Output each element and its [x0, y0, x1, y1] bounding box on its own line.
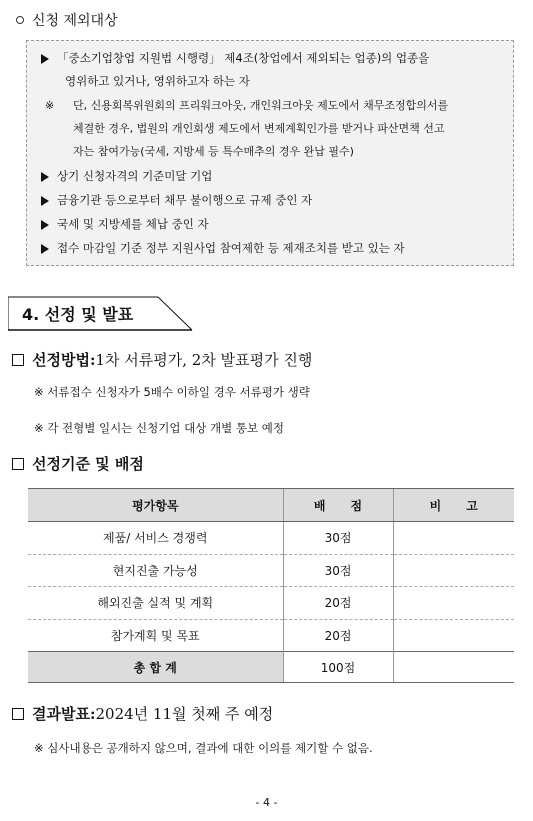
criteria-note — [393, 619, 514, 652]
triangle-bullet-icon — [41, 54, 49, 64]
selection-method-label: 선정방법: — [32, 351, 96, 369]
result-text: 2024년 11월 첫째 주 예정 — [95, 705, 274, 723]
triangle-bullet-icon — [41, 172, 49, 182]
column-header-item: 평가항목 — [28, 489, 283, 522]
section-title: 4. 선정 및 발표 — [22, 305, 134, 324]
criteria-note — [393, 522, 514, 555]
table-header-row — [28, 489, 514, 522]
method-note: ※ 서류접수 신청자가 5배수 이하일 경우 서류평가 생략 — [34, 385, 310, 399]
note-mark: ※ — [45, 99, 55, 112]
exclusion-item-line: 금융기관 등으로부터 채무 불이행으로 규제 중인 자 — [57, 193, 313, 207]
criteria-item: 참가계획 및 목표 — [28, 619, 283, 652]
exclusion-heading-text: 신청 제외대상 — [32, 13, 118, 29]
criteria-table — [28, 488, 514, 683]
result-label: 결과발표: — [32, 705, 96, 723]
criteria-heading-text: 선정기준 및 배점 — [32, 455, 144, 473]
page-number: - 4 - — [255, 796, 278, 809]
column-header-note: 비 고 — [393, 489, 514, 522]
square-bullet-icon — [12, 354, 24, 366]
exclusion-note-line: 체결한 경우, 법원의 개인회생 제도에서 변제계획인가를 받거나 파산면책 선고 — [73, 122, 445, 135]
criteria-note — [393, 554, 514, 587]
exclusion-item-line: 영위하고 있거나, 영위하고자 하는 자 — [65, 74, 250, 88]
selection-method-heading — [12, 349, 312, 370]
total-label: 총 합 계 — [28, 652, 283, 683]
criteria-score: 20점 — [283, 587, 393, 620]
criteria-item: 해외진출 실적 및 계획 — [28, 587, 283, 620]
method-note: ※ 각 전형별 일시는 신청기업 대상 개별 통보 예정 — [34, 421, 284, 435]
result-note: ※ 심사내용은 공개하지 않으며, 결과에 대한 이의를 제기할 수 없음. — [34, 741, 373, 755]
table-row — [28, 587, 514, 620]
criteria-item: 현지진출 가능성 — [28, 554, 283, 587]
exclusion-note-line: 자는 참여가능(국세, 지방세 등 특수매추의 경우 완납 필수) — [73, 145, 354, 158]
section-title-tab — [8, 296, 194, 331]
exclusion-item-line: 국세 및 지방세를 체납 중인 자 — [57, 217, 209, 231]
circle-bullet-icon — [16, 16, 24, 24]
criteria-item: 제품/ 서비스 경쟁력 — [28, 522, 283, 555]
triangle-bullet-icon — [41, 196, 49, 206]
criteria-heading — [12, 453, 144, 474]
exclusion-heading — [16, 10, 118, 30]
criteria-score: 30점 — [283, 522, 393, 555]
triangle-bullet-icon — [41, 220, 49, 230]
exclusion-item-line: 상기 신청자격의 기준미달 기업 — [57, 169, 213, 183]
square-bullet-icon — [12, 458, 24, 470]
criteria-score: 30점 — [283, 554, 393, 587]
exclusion-item-line: 「중소기업창업 지원법 시행령」 제4조(창업에서 제외되는 업종)의 업종을 — [57, 51, 430, 65]
table-row — [28, 522, 514, 555]
result-heading — [12, 703, 273, 724]
selection-method-text: 1차 서류평가, 2차 발표평가 진행 — [95, 351, 313, 369]
total-note — [393, 652, 514, 683]
triangle-bullet-icon — [41, 244, 49, 254]
exclusion-box — [26, 40, 514, 266]
column-header-score: 배 점 — [283, 489, 393, 522]
square-bullet-icon — [12, 708, 24, 720]
criteria-note — [393, 587, 514, 620]
table-row — [28, 554, 514, 587]
criteria-score: 20점 — [283, 619, 393, 652]
total-score: 100점 — [283, 652, 393, 683]
exclusion-note-line: 단, 신용회복위원회의 프리워크아웃, 개인워크아웃 제도에서 채무조정합의서를 — [73, 99, 449, 112]
table-row — [28, 619, 514, 652]
table-total-row — [28, 652, 514, 683]
exclusion-item-line: 접수 마감일 기준 정부 지원사업 참여제한 등 제재조치를 받고 있는 자 — [57, 241, 405, 255]
